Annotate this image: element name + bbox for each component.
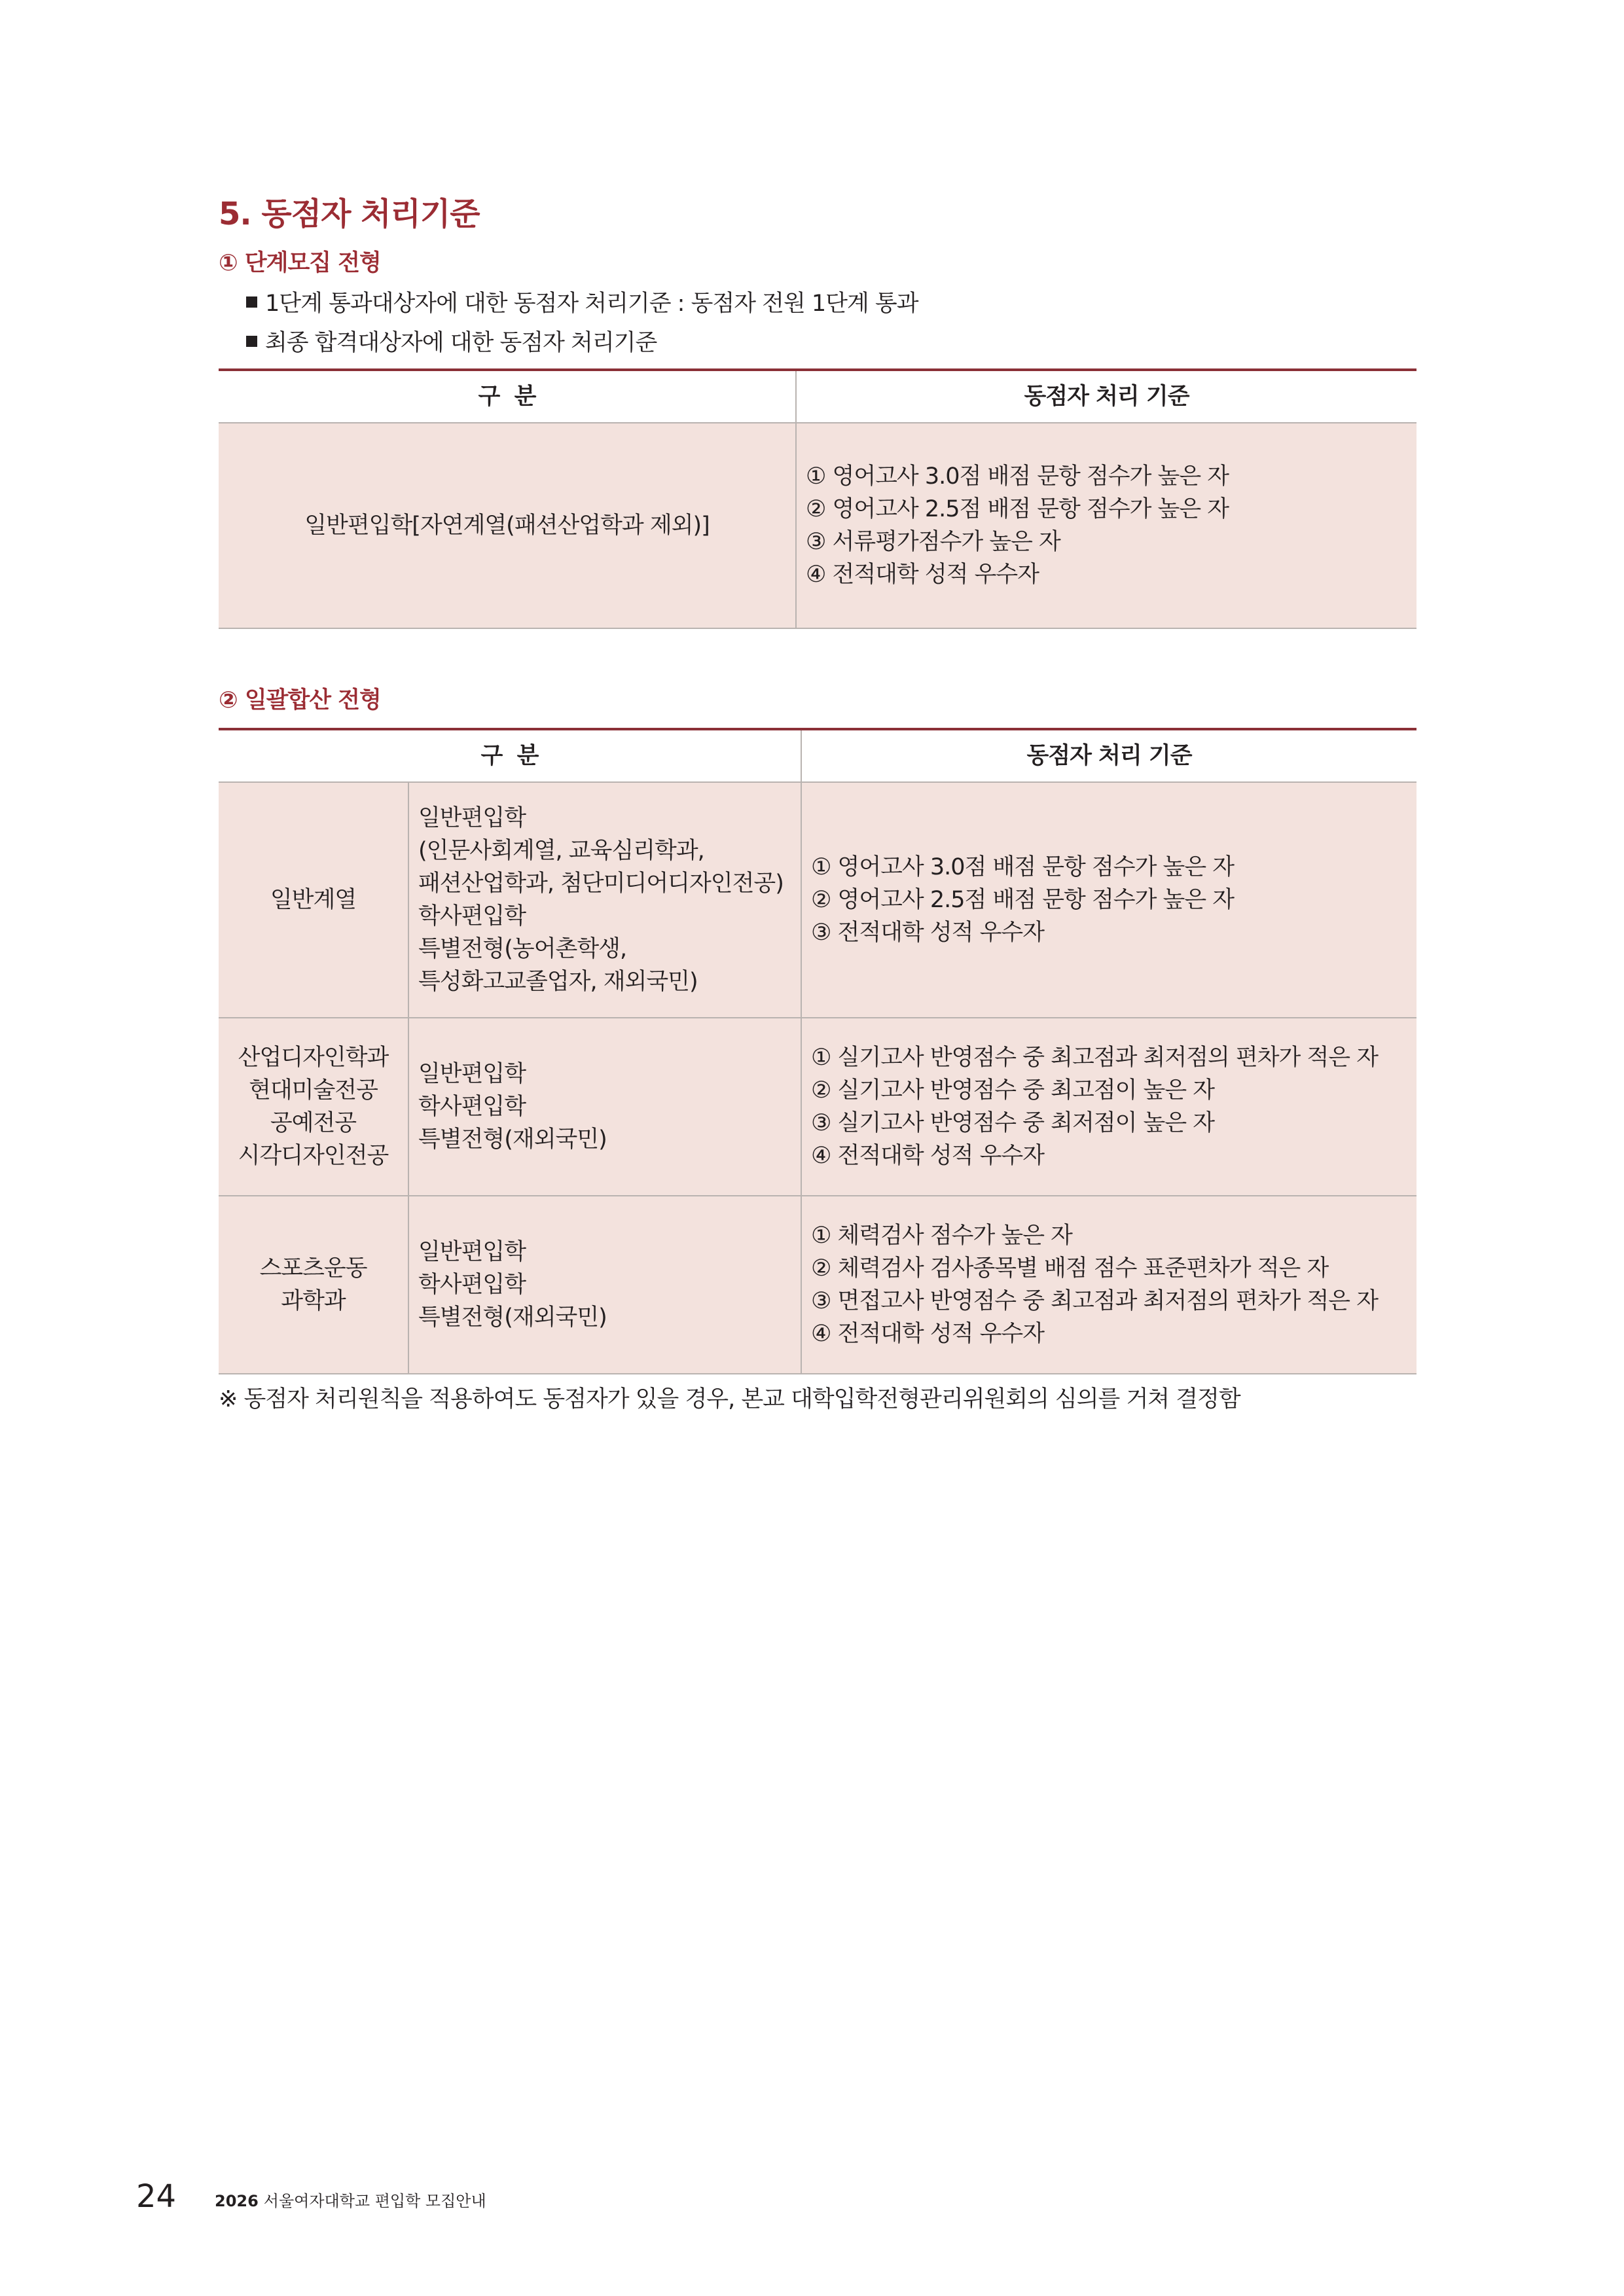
type-line: 학사편입학 [418, 903, 526, 929]
type-line: 일반편입학 [418, 805, 526, 831]
group-line: 일반계열 [270, 887, 357, 913]
square-bullet-icon [246, 336, 257, 347]
criteria-cell [801, 782, 1416, 1018]
bullet-text: 최종 합격대상자에 대한 동점자 처리기준 [265, 330, 657, 356]
criteria-line: ④ 전적대학 성적 우수자 [811, 1321, 1045, 1347]
criteria-line: ③ 전적대학 성적 우수자 [811, 920, 1045, 946]
criteria-line: ① 영어고사 3.0점 배점 문항 점수가 높은 자 [811, 854, 1235, 880]
criteria-line: ③ 실기고사 반영점수 중 최저점이 높은 자 [811, 1110, 1215, 1136]
table-row [219, 1018, 1416, 1196]
subsection-title-staged: ① 단계모집 전형 [219, 250, 381, 276]
category-cell: 일반편입학[자연계열(패션산업학과 제외)] [219, 423, 796, 628]
criteria-line: ① 실기고사 반영점수 중 최고점과 최저점의 편차가 적은 자 [811, 1045, 1379, 1071]
group-line: 스포츠운동 [259, 1255, 367, 1282]
group-cell [219, 1196, 408, 1374]
criteria-line: ② 영어고사 2.5점 배점 문항 점수가 높은 자 [811, 887, 1235, 913]
criteria-line: ② 체력검사 검사종목별 배점 점수 표준편차가 적은 자 [811, 1255, 1329, 1282]
header-criteria: 동점자 처리 기준 [801, 729, 1416, 782]
section-title: 5. 동점자 처리기준 [219, 196, 480, 232]
page-number: 24 [136, 2178, 177, 2215]
criteria-line: ① 영어고사 3.0점 배점 문항 점수가 높은 자 [806, 463, 1229, 490]
running-footer [215, 2188, 486, 2211]
group-line: 과학과 [281, 1288, 346, 1314]
table-row [219, 1196, 1416, 1374]
admission-type-cell [408, 782, 801, 1018]
criteria-cell [796, 423, 1416, 628]
type-line: 특별전형(농어촌학생, [418, 936, 627, 962]
type-line: 학사편입학 [418, 1272, 526, 1298]
header-category: 구 분 [219, 729, 801, 782]
table-row [219, 782, 1416, 1018]
group-cell [219, 1018, 408, 1196]
group-line: 시각디자인전공 [238, 1143, 389, 1169]
criteria-line: ③ 서류평가점수가 높은 자 [806, 529, 1060, 555]
group-cell [219, 782, 408, 1018]
group-line: 산업디자인학과 [238, 1045, 389, 1071]
footer-title: 서울여자대학교 편입학 모집안내 [263, 2192, 486, 2210]
subsection-title-combined: ② 일괄합산 전형 [219, 687, 381, 713]
type-line: 특성화고교졸업자, 재외국민) [418, 969, 698, 995]
admission-type-cell [408, 1196, 801, 1374]
criteria-cell [801, 1196, 1416, 1374]
type-line: 일반편입학 [418, 1061, 526, 1087]
footnote: ※ 동점자 처리원칙을 적용하여도 동점자가 있을 경우, 본교 대학입학전형관리위원회의 심의를 거쳐 결정함 [219, 1386, 1240, 1412]
type-line: 특별전형(재외국민) [418, 1126, 607, 1153]
criteria-line: ③ 면접고사 반영점수 중 최고점과 최저점의 편차가 적은 자 [811, 1288, 1379, 1314]
criteria-line: ④ 전적대학 성적 우수자 [811, 1143, 1045, 1169]
group-line: 공예전공 [270, 1110, 357, 1136]
bullet-item [246, 285, 918, 318]
type-line: 일반편입학 [418, 1239, 526, 1265]
staged-tiebreak-table [219, 368, 1416, 629]
type-line: 패션산업학과, 첨단미디어디자인전공) [418, 870, 784, 897]
header-category: 구 분 [219, 370, 796, 423]
criteria-line: ④ 전적대학 성적 우수자 [806, 562, 1039, 588]
square-bullet-icon [246, 296, 257, 308]
criteria-cell [801, 1018, 1416, 1196]
group-line: 현대미술전공 [249, 1077, 378, 1103]
bullet-text: 1단계 통과대상자에 대한 동점자 처리기준 : 동점자 전원 1단계 통과 [265, 291, 918, 317]
type-line: 학사편입학 [418, 1094, 526, 1120]
bullet-item [246, 325, 657, 357]
admission-type-cell [408, 1018, 801, 1196]
criteria-line: ② 실기고사 반영점수 중 최고점이 높은 자 [811, 1077, 1215, 1103]
combined-tiebreak-table [219, 728, 1416, 1374]
type-line: 특별전형(재외국민) [418, 1304, 607, 1331]
criteria-line: ① 체력검사 점수가 높은 자 [811, 1223, 1072, 1249]
type-line: (인문사회계열, 교육심리학과, [418, 838, 704, 864]
criteria-line: ② 영어고사 2.5점 배점 문항 점수가 높은 자 [806, 496, 1229, 522]
footer-year: 2026 [215, 2192, 259, 2210]
header-criteria: 동점자 처리 기준 [796, 370, 1416, 423]
